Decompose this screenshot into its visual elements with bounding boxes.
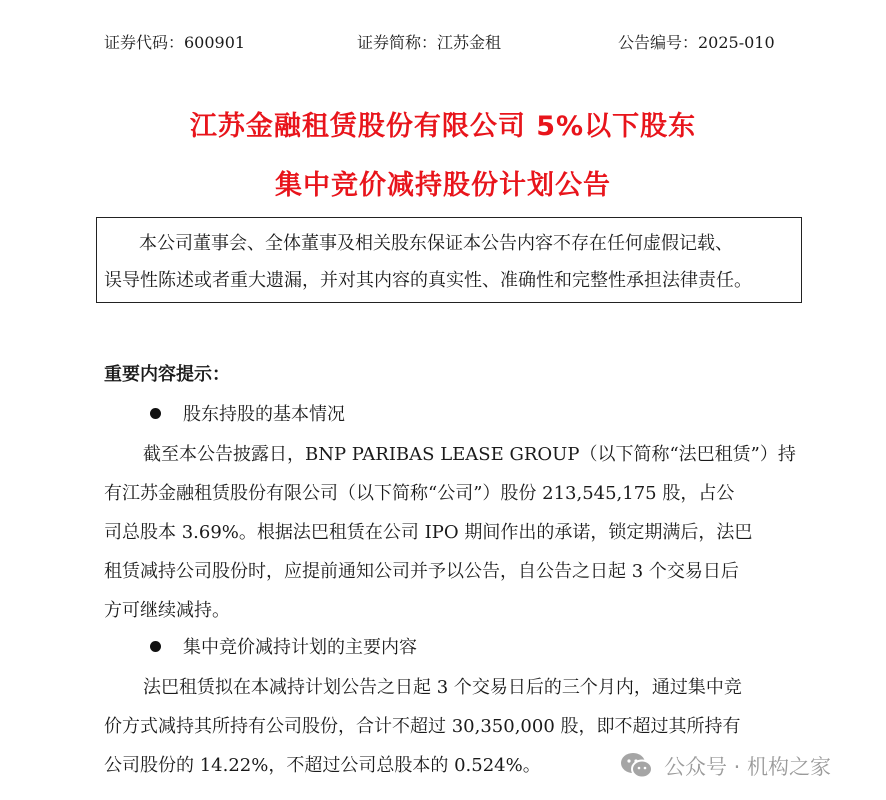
document-title-line-2: 集中竞价减持股份计划公告 <box>275 170 611 201</box>
document-header <box>0 30 886 54</box>
paragraph-line: 司总股本 3.69%。根据法巴租赁在公司 IPO 期间作出的承诺，锁定期满后，法巴 <box>104 522 753 543</box>
bullet-dot-icon <box>150 641 161 652</box>
bullet-label: 股东持股的基本情况 <box>183 404 345 425</box>
bullet-shareholding-basics <box>150 400 345 426</box>
disclaimer-line-2: 误导性陈述或者重大遗漏，并对其内容的真实性、准确性和完整性承担法律责任。 <box>104 270 752 291</box>
paragraph-line: 租赁减持公司股份时，应提前通知公司并予以公告，自公告之日起 3 个交易日后 <box>104 561 739 582</box>
paragraph-line: 公司股份的 14.22%，不超过公司总股本的 0.524%。 <box>104 755 541 776</box>
bullet-reduction-plan <box>150 633 417 659</box>
bullet-dot-icon <box>150 408 161 419</box>
watermark-text: 公众号 · 机构之家 <box>664 755 832 779</box>
paragraph-line: 方可继续减持。 <box>104 600 230 621</box>
wechat-icon <box>620 752 654 780</box>
key-points-heading: 重要内容提示： <box>104 364 230 385</box>
watermark <box>620 752 831 780</box>
bullet-label: 集中竞价减持计划的主要内容 <box>183 637 417 658</box>
paragraph-line: 截至本公告披露日，BNP PARIBAS LEASE GROUP（以下简称“法巴租赁”）持 <box>143 444 796 465</box>
paragraph-line: 价方式减持其所持有公司股份，合计不超过 30,350,000 股，即不超过其所持有 <box>104 716 741 737</box>
security-code: 证券代码：600901 <box>104 33 246 52</box>
security-abbreviation: 证券简称：江苏金租 <box>357 33 502 52</box>
document-title-line-1: 江苏金融租赁股份有限公司 5%以下股东 <box>189 111 697 142</box>
paragraph-line: 法巴租赁拟在本减持计划公告之日起 3 个交易日后的三个月内，通过集中竞 <box>143 677 742 698</box>
disclaimer-line-1: 本公司董事会、全体董事及相关股东保证本公告内容不存在任何虚假记载、 <box>139 233 733 254</box>
announcement-number: 公告编号：2025-010 <box>618 33 775 52</box>
paragraph-line: 有江苏金融租赁股份有限公司（以下简称“公司”）股份 213,545,175 股，占公 <box>104 483 735 504</box>
disclaimer-box <box>96 217 802 303</box>
